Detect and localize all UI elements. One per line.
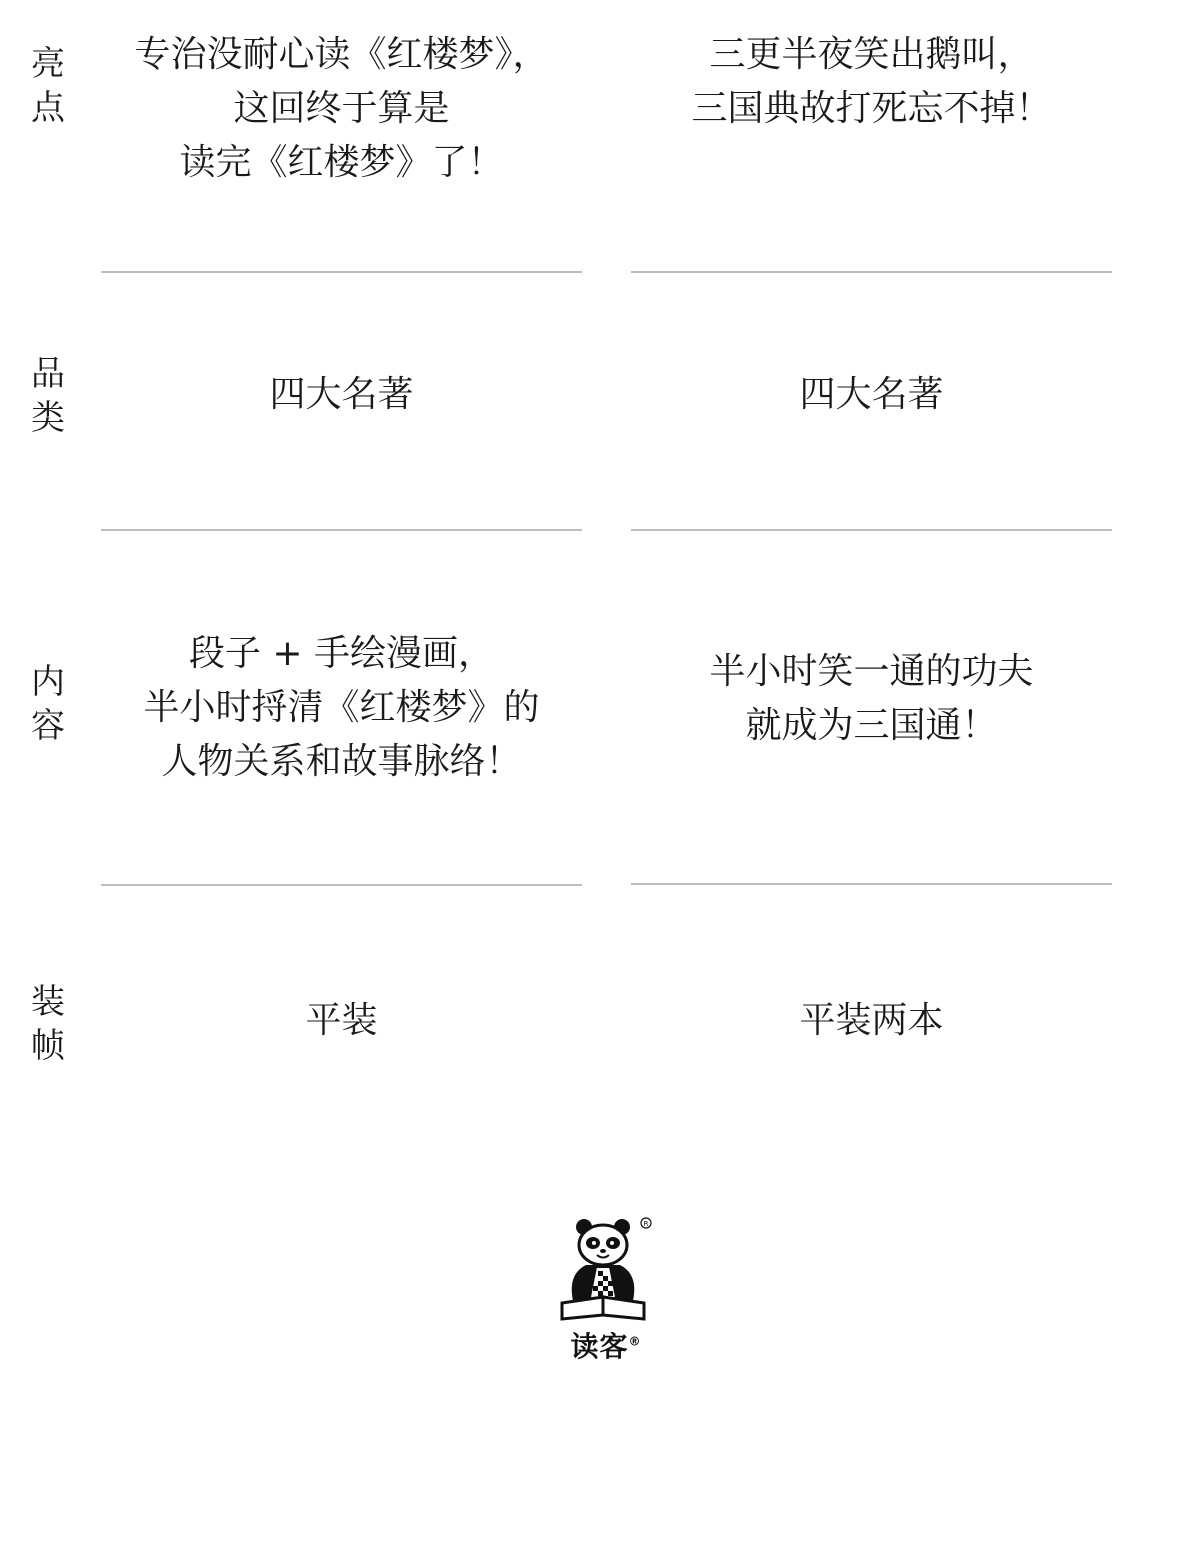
category-cell-a (101, 368, 582, 422)
binding-text-a: 平装 (305, 1000, 378, 1041)
row-label-char: 亮 (31, 44, 65, 84)
highlights-cell-a (101, 28, 582, 190)
brand-name: 读客 (570, 1330, 629, 1363)
row-label-char: 内 (31, 662, 65, 702)
divider (631, 883, 1112, 885)
category-text-a: 四大名著 (269, 374, 414, 415)
row-label-binding (26, 980, 70, 1068)
content-cell-a (101, 627, 582, 789)
divider (101, 271, 582, 273)
row-label-category (26, 352, 70, 440)
brand-logo (556, 1215, 656, 1375)
divider (101, 884, 582, 886)
row-label-content (26, 660, 70, 748)
row-label-char: 帧 (31, 1026, 65, 1066)
highlights-text-b: 三更半夜笑出鹅叫， 三国典故打死忘不掉！ (691, 34, 1052, 129)
divider (631, 529, 1112, 531)
panda-mascot-icon (556, 1215, 656, 1327)
content-cell-b (631, 645, 1112, 753)
category-text-b: 四大名著 (799, 374, 944, 415)
binding-text-b: 平装两本 (799, 1000, 944, 1041)
row-label-char: 装 (31, 982, 65, 1022)
row-label-char: 点 (31, 88, 65, 128)
row-label-highlights (26, 42, 70, 130)
row-label-char: 品 (31, 354, 65, 394)
category-cell-b (631, 368, 1112, 422)
highlights-text-a: 专治没耐心读《红楼梦》， 这回终于算是 读完《红楼梦》了！ (134, 34, 549, 183)
svg-text:R: R (643, 1220, 649, 1228)
row-label-char: 容 (31, 706, 65, 746)
binding-cell-b (631, 994, 1112, 1048)
content-text-a: 段子 + 手绘漫画， 半小时捋清《红楼梦》的 人物关系和故事脉络！ (143, 633, 540, 782)
registered-mark: ® (628, 1334, 642, 1349)
highlights-cell-b (631, 28, 1112, 136)
row-label-char: 类 (31, 398, 65, 438)
binding-cell-a (101, 994, 582, 1048)
divider (101, 529, 582, 531)
content-text-b: 半小时笑一通的功夫 就成为三国通！ (709, 651, 1034, 746)
divider (631, 271, 1112, 273)
brand-text (556, 1325, 656, 1365)
